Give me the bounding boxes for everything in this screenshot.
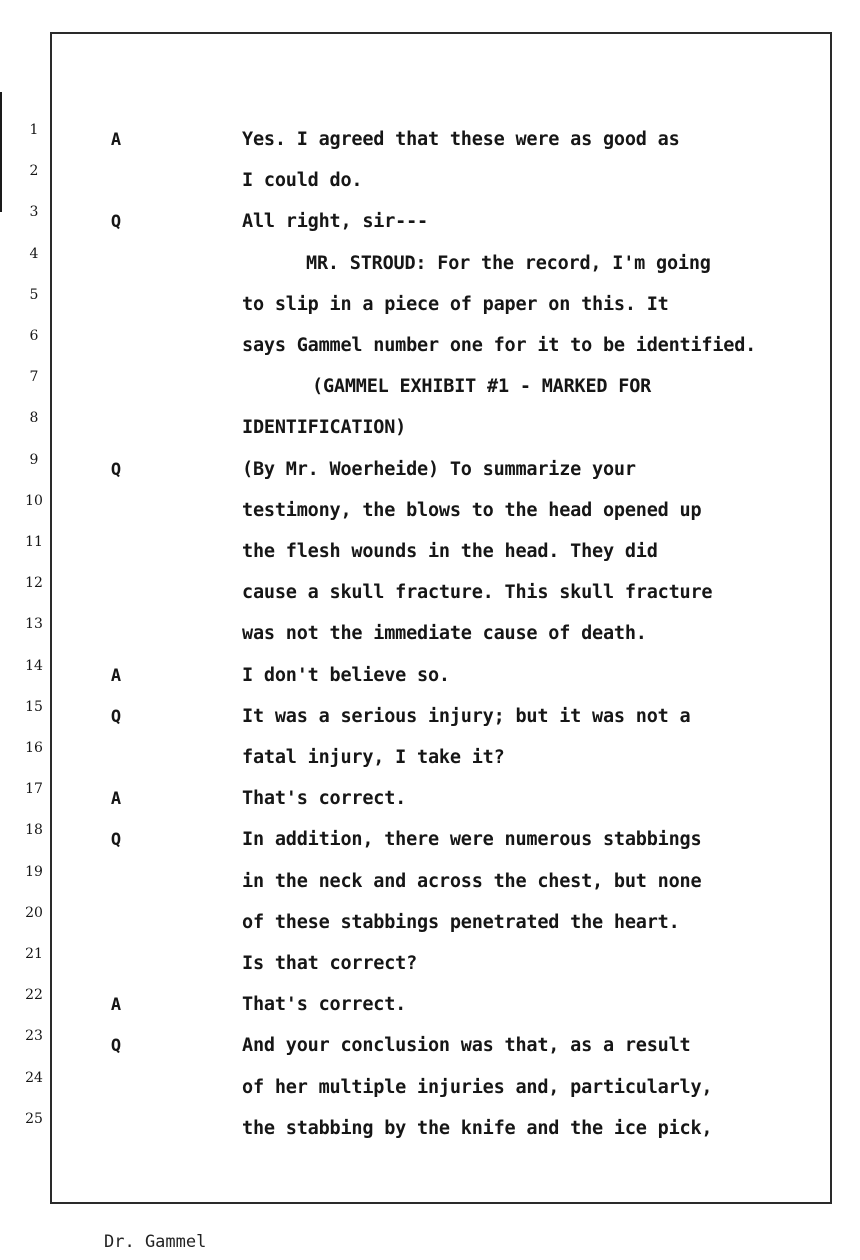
speaker-marker: A [110, 130, 122, 150]
line-text: the stabbing by the knife and the ice pick, [242, 1117, 713, 1139]
transcript-line [0, 820, 860, 861]
transcript-line [0, 614, 860, 655]
line-number: 12 [25, 575, 43, 592]
line-text: to slip in a piece of paper on this. It [242, 293, 669, 315]
line-number: 19 [25, 863, 43, 880]
line-text: the flesh wounds in the head. They did [242, 541, 658, 562]
line-number: 8 [29, 410, 39, 427]
line-number: 22 [25, 987, 43, 1004]
speaker-marker: A [110, 995, 122, 1016]
transcript-line [0, 903, 860, 944]
transcript-line [0, 1109, 860, 1150]
line-text: In addition, there were numerous stabbings [242, 829, 702, 851]
line-number: 16 [25, 740, 43, 756]
line-text: testimony, the blows to the head opened up [242, 499, 702, 521]
line-text: of these stabbings penetrated the heart. [242, 911, 680, 933]
line-text: MR. STROUD: For the record, I'm going [306, 252, 711, 274]
line-text: Is that correct? [242, 953, 418, 974]
line-number: 9 [29, 451, 39, 468]
transcript-line [0, 738, 860, 779]
line-number: 11 [25, 534, 43, 550]
speaker-marker: A [110, 789, 122, 810]
line-number: 5 [29, 286, 39, 303]
line-number: 24 [25, 1069, 43, 1086]
transcript-line [0, 944, 860, 985]
line-number: 20 [25, 904, 43, 921]
transcript-line [0, 120, 860, 161]
line-number: 10 [25, 492, 43, 509]
line-number: 21 [25, 946, 43, 962]
line-number: 17 [25, 781, 43, 798]
line-text: IDENTIFICATION) [242, 417, 407, 439]
speaker-marker: Q [110, 830, 122, 851]
transcript-line [0, 408, 860, 449]
line-text: in the neck and across the chest, but none [242, 870, 702, 892]
transcript-line [0, 1068, 860, 1109]
transcript-line [0, 450, 860, 491]
line-text: I don't believe so. [242, 664, 450, 686]
transcript-line [0, 161, 860, 202]
transcript-line [0, 1026, 860, 1067]
transcript-line [0, 985, 860, 1026]
transcript-line [0, 285, 860, 326]
line-number: 1 [29, 122, 39, 138]
line-text: of her multiple injuries and, particularly, [242, 1076, 713, 1098]
transcript-line [0, 779, 860, 820]
transcript-line [0, 862, 860, 903]
line-text: (By Mr. Woerheide) To summarize your [242, 458, 636, 480]
line-text: And your conclusion was that, as a result [242, 1035, 691, 1057]
line-text: was not the immediate cause of death. [242, 623, 647, 645]
line-text: fatal injury, I take it? [242, 747, 505, 768]
transcript-line [0, 491, 860, 532]
line-number: 6 [29, 328, 39, 344]
line-number: 7 [29, 369, 39, 386]
line-number: 18 [25, 822, 43, 839]
line-text: All right, sir--- [242, 211, 428, 233]
line-text: That's correct. [242, 788, 407, 810]
speaker-marker: Q [110, 706, 122, 727]
line-number: 23 [25, 1028, 43, 1045]
line-number: 25 [25, 1110, 43, 1127]
witness-footer: Dr. Gammel [104, 1232, 207, 1252]
speaker-marker: A [110, 665, 122, 686]
transcript-line [0, 532, 860, 573]
transcript-line [0, 573, 860, 614]
line-number: 3 [29, 204, 39, 221]
line-number: 4 [29, 245, 39, 262]
line-number: 15 [25, 698, 43, 715]
line-number: 13 [25, 616, 43, 633]
speaker-marker: Q [110, 459, 122, 480]
line-number: 14 [25, 657, 43, 674]
line-text: cause a skull fracture. This skull fracture [242, 582, 713, 604]
line-number: 2 [29, 163, 39, 180]
line-text: Yes. I agreed that these were as good as [242, 129, 680, 150]
line-text: It was a serious injury; but it was not a [242, 705, 691, 727]
line-text: That's correct. [242, 994, 407, 1016]
line-text: I could do. [242, 170, 363, 192]
line-text: says Gammel number one for it to be identified. [242, 335, 757, 356]
transcript-line [0, 244, 860, 285]
line-text: (GAMMEL EXHIBIT #1 - MARKED FOR [312, 376, 652, 398]
transcript-line [0, 367, 860, 408]
transcript-line [0, 326, 860, 367]
transcript-line [0, 697, 860, 738]
speaker-marker: Q [110, 1036, 122, 1057]
transcript-line [0, 656, 860, 697]
transcript-line [0, 202, 860, 243]
speaker-marker: Q [110, 212, 122, 233]
